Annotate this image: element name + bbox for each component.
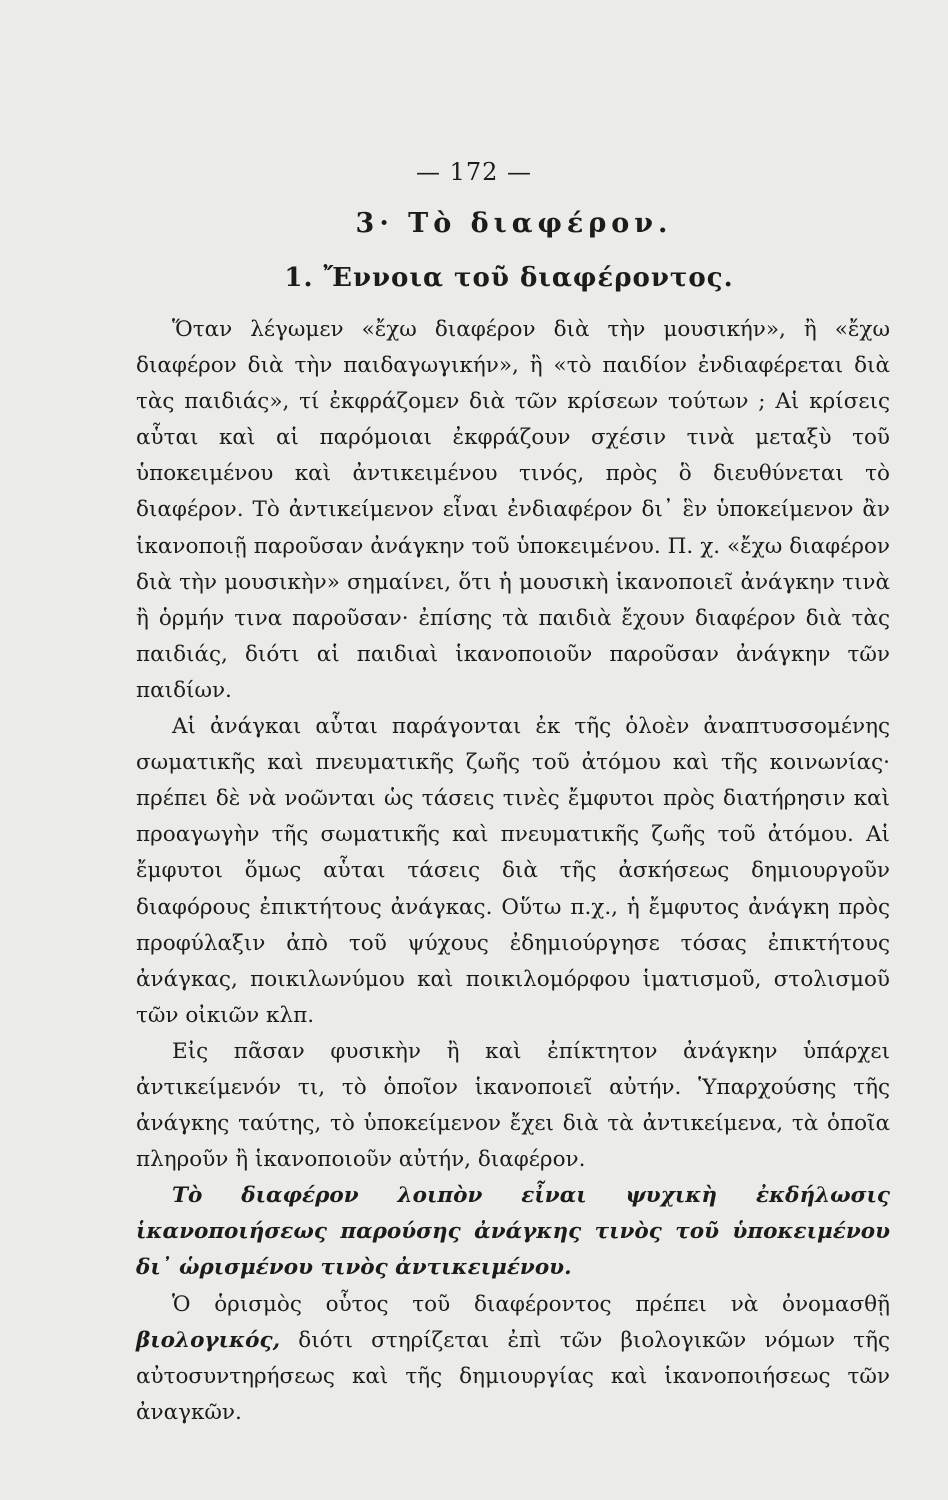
emphasis-term: βιολογικός, — [136, 1327, 281, 1353]
paragraph-5-end: διότι στηρίζεται ἐπὶ τῶν βιολογικῶν νόμων τῆς αὐτοσυντηρήσεως καὶ τῆς δημιουργίας καὶ ἱκανοποιήσεως τῶν ἀναγκῶν. — [136, 1327, 890, 1425]
paragraph-5 — [136, 1287, 890, 1431]
section-title: 3· Τὸ διαφέρον. — [355, 208, 673, 239]
subsection-title: 1. Ἔννοια τοῦ διαφέροντος. — [284, 263, 734, 293]
definition-paragraph: Τὸ διαφέρον λοιπὸν εἶναι ψυχικὴ ἐκδήλωσις ἱκανοποιήσεως παρούσης ἀνάγκης τινὸς τοῦ ὑποκειμένου δι᾽ ὡρισμένου τινὸς ἀντικειμένου. — [136, 1183, 890, 1281]
paragraph-2: Αἱ ἀνάγκαι αὗται παράγονται ἐκ τῆς ὁλοὲν ἀναπτυσσομένης σωματικῆς καὶ πνευματικῆς ζωῆς τοῦ ἀτόμου καὶ τῆς κοινωνίας· πρέπει δὲ νὰ νοῶνται ὡς τάσεις τινὲς ἔμφυτοι πρὸς διατήρησιν καὶ προαγωγὴν τῆς σωματικῆς καὶ πνευματικῆς ζωῆς τοῦ ἀτόμου. Αἱ ἔμφυτοι ὅμως αὗται τάσεις διὰ τῆς ἀσκήσεως δημιουργοῦν διαφόρους ἐπικτήτους ἀνάγκας. Οὕτω π.χ., ἡ ἔμφυτος ἀνάγκη πρὸς προφύλαξιν ἀπὸ τοῦ ψύχους ἐδημιούργησε τόσας ἐπικτήτους ἀνάγκας, ποικιλωνύμου καὶ ποικιλομόρφου ἱματισμοῦ, στολισμοῦ τῶν οἰκιῶν κλπ. — [136, 714, 890, 1028]
paragraph-5-start: Ὁ ὁρισμὸς οὗτος τοῦ διαφέροντος πρέπει νὰ ὀνομασθῇ — [172, 1291, 890, 1317]
paragraph-3: Εἰς πᾶσαν φυσικὴν ἢ καὶ ἐπίκτητον ἀνάγκην ὑπάρχει ἀντικείμενόν τι, τὸ ὁποῖον ἱκανοποιεῖ αὐτήν. Ὑπαρχούσης τῆς ἀνάγκης ταύτης, τὸ ὑποκείμενον ἔχει διὰ τὰ ἀντικείμενα, τὰ ὁποῖα πληροῦν ἢ ἱκανοποιοῦν αὐτήν, διαφέρον. — [136, 1038, 890, 1173]
body-text — [136, 312, 890, 1431]
page-number: — 172 — — [415, 158, 533, 186]
paragraph-1: Ὅταν λέγωμεν «ἔχω διαφέρον διὰ τὴν μουσικήν», ἢ «ἔχω διαφέρον διὰ τὴν παιδαγωγικήν», ἢ «τὸ παιδίον ἐνδιαφέρεται διὰ τὰς παιδιάς», τί ἐκφράζομεν διὰ τῶν κρίσεων τούτων ; Αἱ κρίσεις αὗται καὶ αἱ παρόμοιαι ἐκφράζουν σχέσιν τινὰ μεταξὺ τοῦ ὑποκειμένου καὶ ἀντικειμένου τινός, πρὸς ὃ διευθύνεται τὸ διαφέρον. Τὸ ἀντικείμενον εἶναι ἐνδιαφέρον δι᾽ ἓν ὑποκείμενον ἂν ἱκανοποιῇ παροῦσαν ἀνάγκην τοῦ ὑποκειμένου. Π. χ. «ἔχω διαφέρον διὰ τὴν μουσικὴν» σημαίνει, ὅτι ἡ μουσικὴ ἱκανοποιεῖ ἀνάγκην τινὰ ἢ ὁρμήν τινα παροῦσαν· ἐπίσης τὰ παιδιὰ ἔχουν διαφέρον διὰ τὰς παιδιάς, διότι αἱ παιδιαὶ ἱκανοποιοῦν παροῦσαν ἀνάγκην τῶν παιδίων. — [136, 317, 890, 703]
